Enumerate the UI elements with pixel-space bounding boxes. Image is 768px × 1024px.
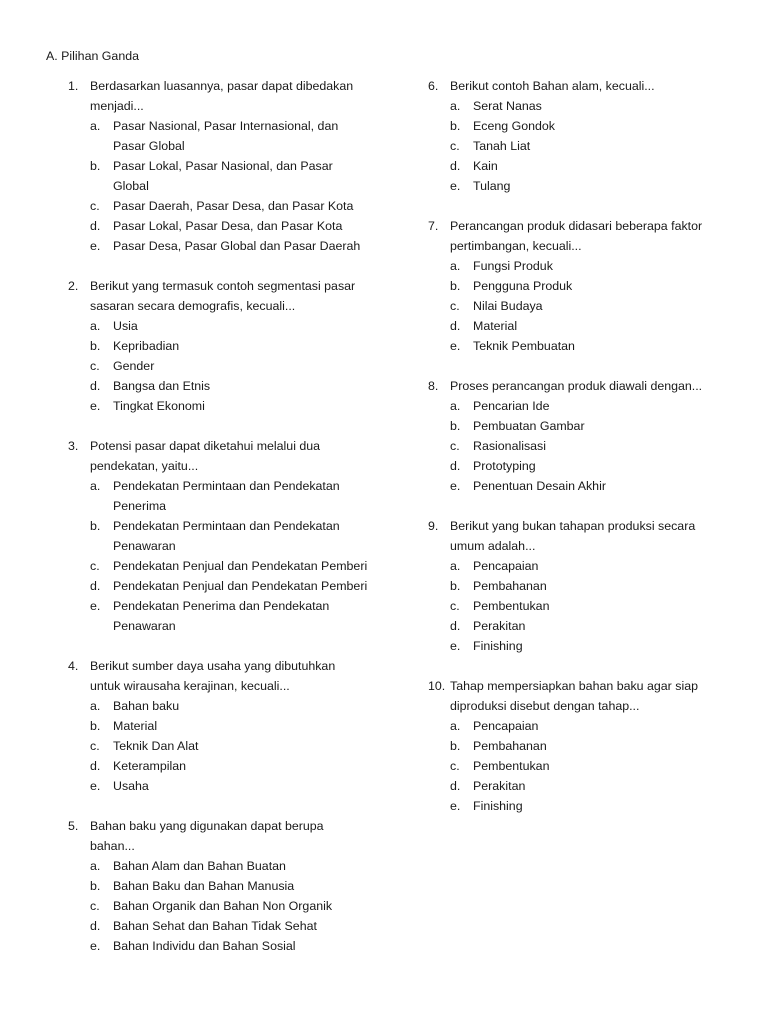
answer-option <box>68 736 368 756</box>
option-text: Prototyping <box>473 459 536 473</box>
option-text: Nilai Budaya <box>473 299 543 313</box>
answer-option <box>68 516 368 556</box>
answer-option <box>428 96 728 116</box>
option-letter: d. <box>450 319 461 333</box>
answer-option <box>68 556 368 576</box>
option-text: Pendekatan Penerima dan Pendekatan Penawaran <box>113 599 330 633</box>
question-number: 2. <box>68 279 79 293</box>
question-text: Berikut yang bukan tahapan produksi secara umum adalah... <box>450 519 696 553</box>
answer-option <box>68 196 368 216</box>
answer-option <box>68 396 368 416</box>
option-letter: e. <box>450 799 461 813</box>
option-list <box>428 96 728 196</box>
right-column <box>428 76 728 836</box>
option-letter: b. <box>450 419 461 433</box>
question-number: 4. <box>68 659 79 673</box>
option-text: Bangsa dan Etnis <box>113 379 211 393</box>
option-letter: d. <box>90 219 101 233</box>
option-letter: c. <box>450 599 460 613</box>
option-letter: e. <box>450 179 461 193</box>
option-text: Pembuatan Gambar <box>473 419 585 433</box>
answer-option <box>428 416 728 436</box>
answer-option <box>428 636 728 656</box>
question-number: 9. <box>428 519 439 533</box>
option-letter: a. <box>90 479 101 493</box>
question-number: 7. <box>428 219 439 233</box>
question-row <box>428 216 728 256</box>
question-row <box>68 436 368 476</box>
option-text: Bahan Individu dan Bahan Sosial <box>113 939 296 953</box>
option-letter: c. <box>90 739 100 753</box>
answer-option <box>428 176 728 196</box>
question-item <box>68 436 368 636</box>
option-letter: b. <box>90 159 101 173</box>
question-item <box>68 76 368 256</box>
answer-option <box>428 596 728 616</box>
option-text: Pencapaian <box>473 559 539 573</box>
question-text: Bahan baku yang digunakan dapat berupa bahan... <box>90 819 324 853</box>
question-number: 6. <box>428 79 439 93</box>
option-text: Teknik Pembuatan <box>473 339 575 353</box>
option-letter: b. <box>90 519 101 533</box>
option-letter: b. <box>450 119 461 133</box>
answer-option <box>68 476 368 516</box>
option-letter: a. <box>450 399 461 413</box>
option-list <box>428 396 728 496</box>
option-letter: c. <box>90 199 100 213</box>
option-text: Serat Nanas <box>473 99 542 113</box>
answer-option <box>428 456 728 476</box>
option-text: Rasionalisasi <box>473 439 547 453</box>
option-list <box>428 716 728 816</box>
question-text: Perancangan produk didasari beberapa faktor pertimbangan, kecuali... <box>450 219 703 253</box>
option-text: Pengguna Produk <box>473 279 573 293</box>
option-list <box>68 316 368 416</box>
option-letter: e. <box>450 639 461 653</box>
option-text: Pembentukan <box>473 759 550 773</box>
option-text: Pendekatan Penjual dan Pendekatan Pemberi <box>113 559 368 573</box>
option-letter: b. <box>90 879 101 893</box>
left-column <box>68 76 368 976</box>
option-text: Keterampilan <box>113 759 187 773</box>
option-letter: e. <box>90 399 101 413</box>
question-number: 5. <box>68 819 79 833</box>
question-number: 10. <box>428 679 446 693</box>
answer-option <box>68 696 368 716</box>
option-letter: d. <box>90 579 101 593</box>
option-text: Perakitan <box>473 779 526 793</box>
answer-option <box>68 776 368 796</box>
option-text: Penentuan Desain Akhir <box>473 479 606 493</box>
answer-option <box>428 796 728 816</box>
option-list <box>68 476 368 636</box>
option-text: Kain <box>473 159 498 173</box>
option-text: Pencapaian <box>473 719 539 733</box>
answer-option <box>68 236 368 256</box>
option-text: Gender <box>113 359 155 373</box>
option-text: Pembahanan <box>473 579 547 593</box>
option-text: Pendekatan Permintaan dan Pendekatan Penerima <box>113 479 340 513</box>
option-text: Finishing <box>473 639 523 653</box>
option-list <box>428 556 728 656</box>
option-text: Material <box>473 319 518 333</box>
question-row <box>68 76 368 116</box>
question-row <box>68 276 368 316</box>
option-text: Pasar Nasional, Pasar Internasional, dan Pasar Global <box>113 119 339 153</box>
option-letter: c. <box>450 439 460 453</box>
option-letter: c. <box>90 899 100 913</box>
option-letter: e. <box>90 939 101 953</box>
option-list <box>68 696 368 796</box>
option-text: Pasar Desa, Pasar Global dan Pasar Daerah <box>113 239 361 253</box>
answer-option <box>68 716 368 736</box>
answer-option <box>68 916 368 936</box>
question-row <box>428 676 728 716</box>
answer-option <box>428 316 728 336</box>
answer-option <box>68 856 368 876</box>
question-row <box>428 76 728 96</box>
option-letter: a. <box>450 99 461 113</box>
option-text: Usia <box>113 319 138 333</box>
option-text: Pasar Daerah, Pasar Desa, dan Pasar Kota <box>113 199 354 213</box>
option-text: Finishing <box>473 799 523 813</box>
answer-option <box>428 436 728 456</box>
answer-option <box>68 156 368 196</box>
answer-option <box>68 576 368 596</box>
question-text: Berikut sumber daya usaha yang dibutuhkan untuk wirausaha kerajinan, kecuali... <box>90 659 336 693</box>
answer-option <box>68 316 368 336</box>
option-letter: d. <box>450 459 461 473</box>
option-text: Bahan Baku dan Bahan Manusia <box>113 879 295 893</box>
answer-option <box>428 336 728 356</box>
option-letter: d. <box>90 759 101 773</box>
option-text: Tulang <box>473 179 511 193</box>
option-list <box>68 856 368 956</box>
option-letter: a. <box>90 699 101 713</box>
option-letter: e. <box>90 599 101 613</box>
question-text: Tahap mempersiapkan bahan baku agar siap diproduksi disebut dengan tahap... <box>450 679 698 713</box>
option-text: Bahan Alam dan Bahan Buatan <box>113 859 286 873</box>
option-text: Pendekatan Penjual dan Pendekatan Pemberi <box>113 579 368 593</box>
option-letter: e. <box>450 479 461 493</box>
answer-option <box>68 936 368 956</box>
question-row <box>68 816 368 856</box>
question-item <box>428 76 728 196</box>
answer-option <box>428 296 728 316</box>
option-letter: b. <box>450 739 461 753</box>
question-text: Berdasarkan luasannya, pasar dapat dibedakan menjadi... <box>90 79 354 113</box>
section-title: A. Pilihan Ganda <box>46 49 139 63</box>
option-text: Pendekatan Permintaan dan Pendekatan Penawaran <box>113 519 340 553</box>
option-letter: d. <box>450 779 461 793</box>
option-letter: b. <box>90 339 101 353</box>
answer-option <box>428 576 728 596</box>
option-text: Bahan Sehat dan Bahan Tidak Sehat <box>113 919 317 933</box>
answer-option <box>68 356 368 376</box>
option-letter: a. <box>450 259 461 273</box>
option-text: Pencarian Ide <box>473 399 550 413</box>
answer-option <box>428 256 728 276</box>
answer-option <box>428 776 728 796</box>
option-letter: a. <box>90 119 101 133</box>
option-text: Tanah Liat <box>473 139 531 153</box>
answer-option <box>428 556 728 576</box>
answer-option <box>68 376 368 396</box>
option-text: Perakitan <box>473 619 526 633</box>
option-letter: c. <box>90 359 100 373</box>
answer-option <box>428 156 728 176</box>
question-item <box>68 276 368 416</box>
answer-option <box>68 116 368 156</box>
question-row <box>68 656 368 696</box>
option-text: Bahan Organik dan Bahan Non Organik <box>113 899 333 913</box>
option-letter: d. <box>90 919 101 933</box>
answer-option <box>428 396 728 416</box>
option-letter: e. <box>450 339 461 353</box>
option-text: Pembahanan <box>473 739 547 753</box>
option-text: Teknik Dan Alat <box>113 739 199 753</box>
question-text: Potensi pasar dapat diketahui melalui dua pendekatan, yaitu... <box>90 439 321 473</box>
option-text: Usaha <box>113 779 149 793</box>
answer-option <box>68 596 368 636</box>
answer-option <box>68 876 368 896</box>
option-text: Pasar Lokal, Pasar Nasional, dan Pasar Global <box>113 159 333 193</box>
question-row <box>428 516 728 556</box>
option-letter: b. <box>450 279 461 293</box>
answer-option <box>428 736 728 756</box>
option-list <box>428 256 728 356</box>
option-letter: b. <box>450 579 461 593</box>
answer-option <box>68 336 368 356</box>
answer-option <box>68 896 368 916</box>
option-text: Pasar Lokal, Pasar Desa, dan Pasar Kota <box>113 219 343 233</box>
option-letter: e. <box>90 239 101 253</box>
option-letter: a. <box>450 719 461 733</box>
answer-option <box>68 216 368 236</box>
question-item <box>428 676 728 816</box>
option-text: Material <box>113 719 158 733</box>
question-item <box>428 376 728 496</box>
answer-option <box>428 116 728 136</box>
question-text: Berikut contoh Bahan alam, kecuali... <box>450 79 655 93</box>
answer-option <box>428 756 728 776</box>
option-list <box>68 116 368 256</box>
question-number: 3. <box>68 439 79 453</box>
option-letter: a. <box>90 859 101 873</box>
answer-option <box>428 616 728 636</box>
answer-option <box>68 756 368 776</box>
option-text: Fungsi Produk <box>473 259 553 273</box>
option-letter: c. <box>450 759 460 773</box>
answer-option <box>428 476 728 496</box>
option-text: Tingkat Ekonomi <box>113 399 205 413</box>
answer-option <box>428 716 728 736</box>
option-text: Kepribadian <box>113 339 180 353</box>
question-row <box>428 376 728 396</box>
option-letter: d. <box>450 159 461 173</box>
option-letter: d. <box>450 619 461 633</box>
option-letter: c. <box>90 559 100 573</box>
option-text: Pembentukan <box>473 599 550 613</box>
option-letter: a. <box>450 559 461 573</box>
answer-option <box>428 276 728 296</box>
question-item <box>428 216 728 356</box>
option-letter: c. <box>450 299 460 313</box>
question-number: 8. <box>428 379 439 393</box>
question-number: 1. <box>68 79 79 93</box>
option-letter: e. <box>90 779 101 793</box>
option-letter: b. <box>90 719 101 733</box>
question-item <box>68 656 368 796</box>
option-letter: d. <box>90 379 101 393</box>
option-letter: c. <box>450 139 460 153</box>
question-text: Berikut yang termasuk contoh segmentasi pasar sasaran secara demografis, kecuali... <box>90 279 356 313</box>
option-letter: a. <box>90 319 101 333</box>
question-item <box>428 516 728 656</box>
option-text: Eceng Gondok <box>473 119 555 133</box>
question-text: Proses perancangan produk diawali dengan... <box>450 379 703 393</box>
answer-option <box>428 136 728 156</box>
option-text: Bahan baku <box>113 699 180 713</box>
question-item <box>68 816 368 956</box>
